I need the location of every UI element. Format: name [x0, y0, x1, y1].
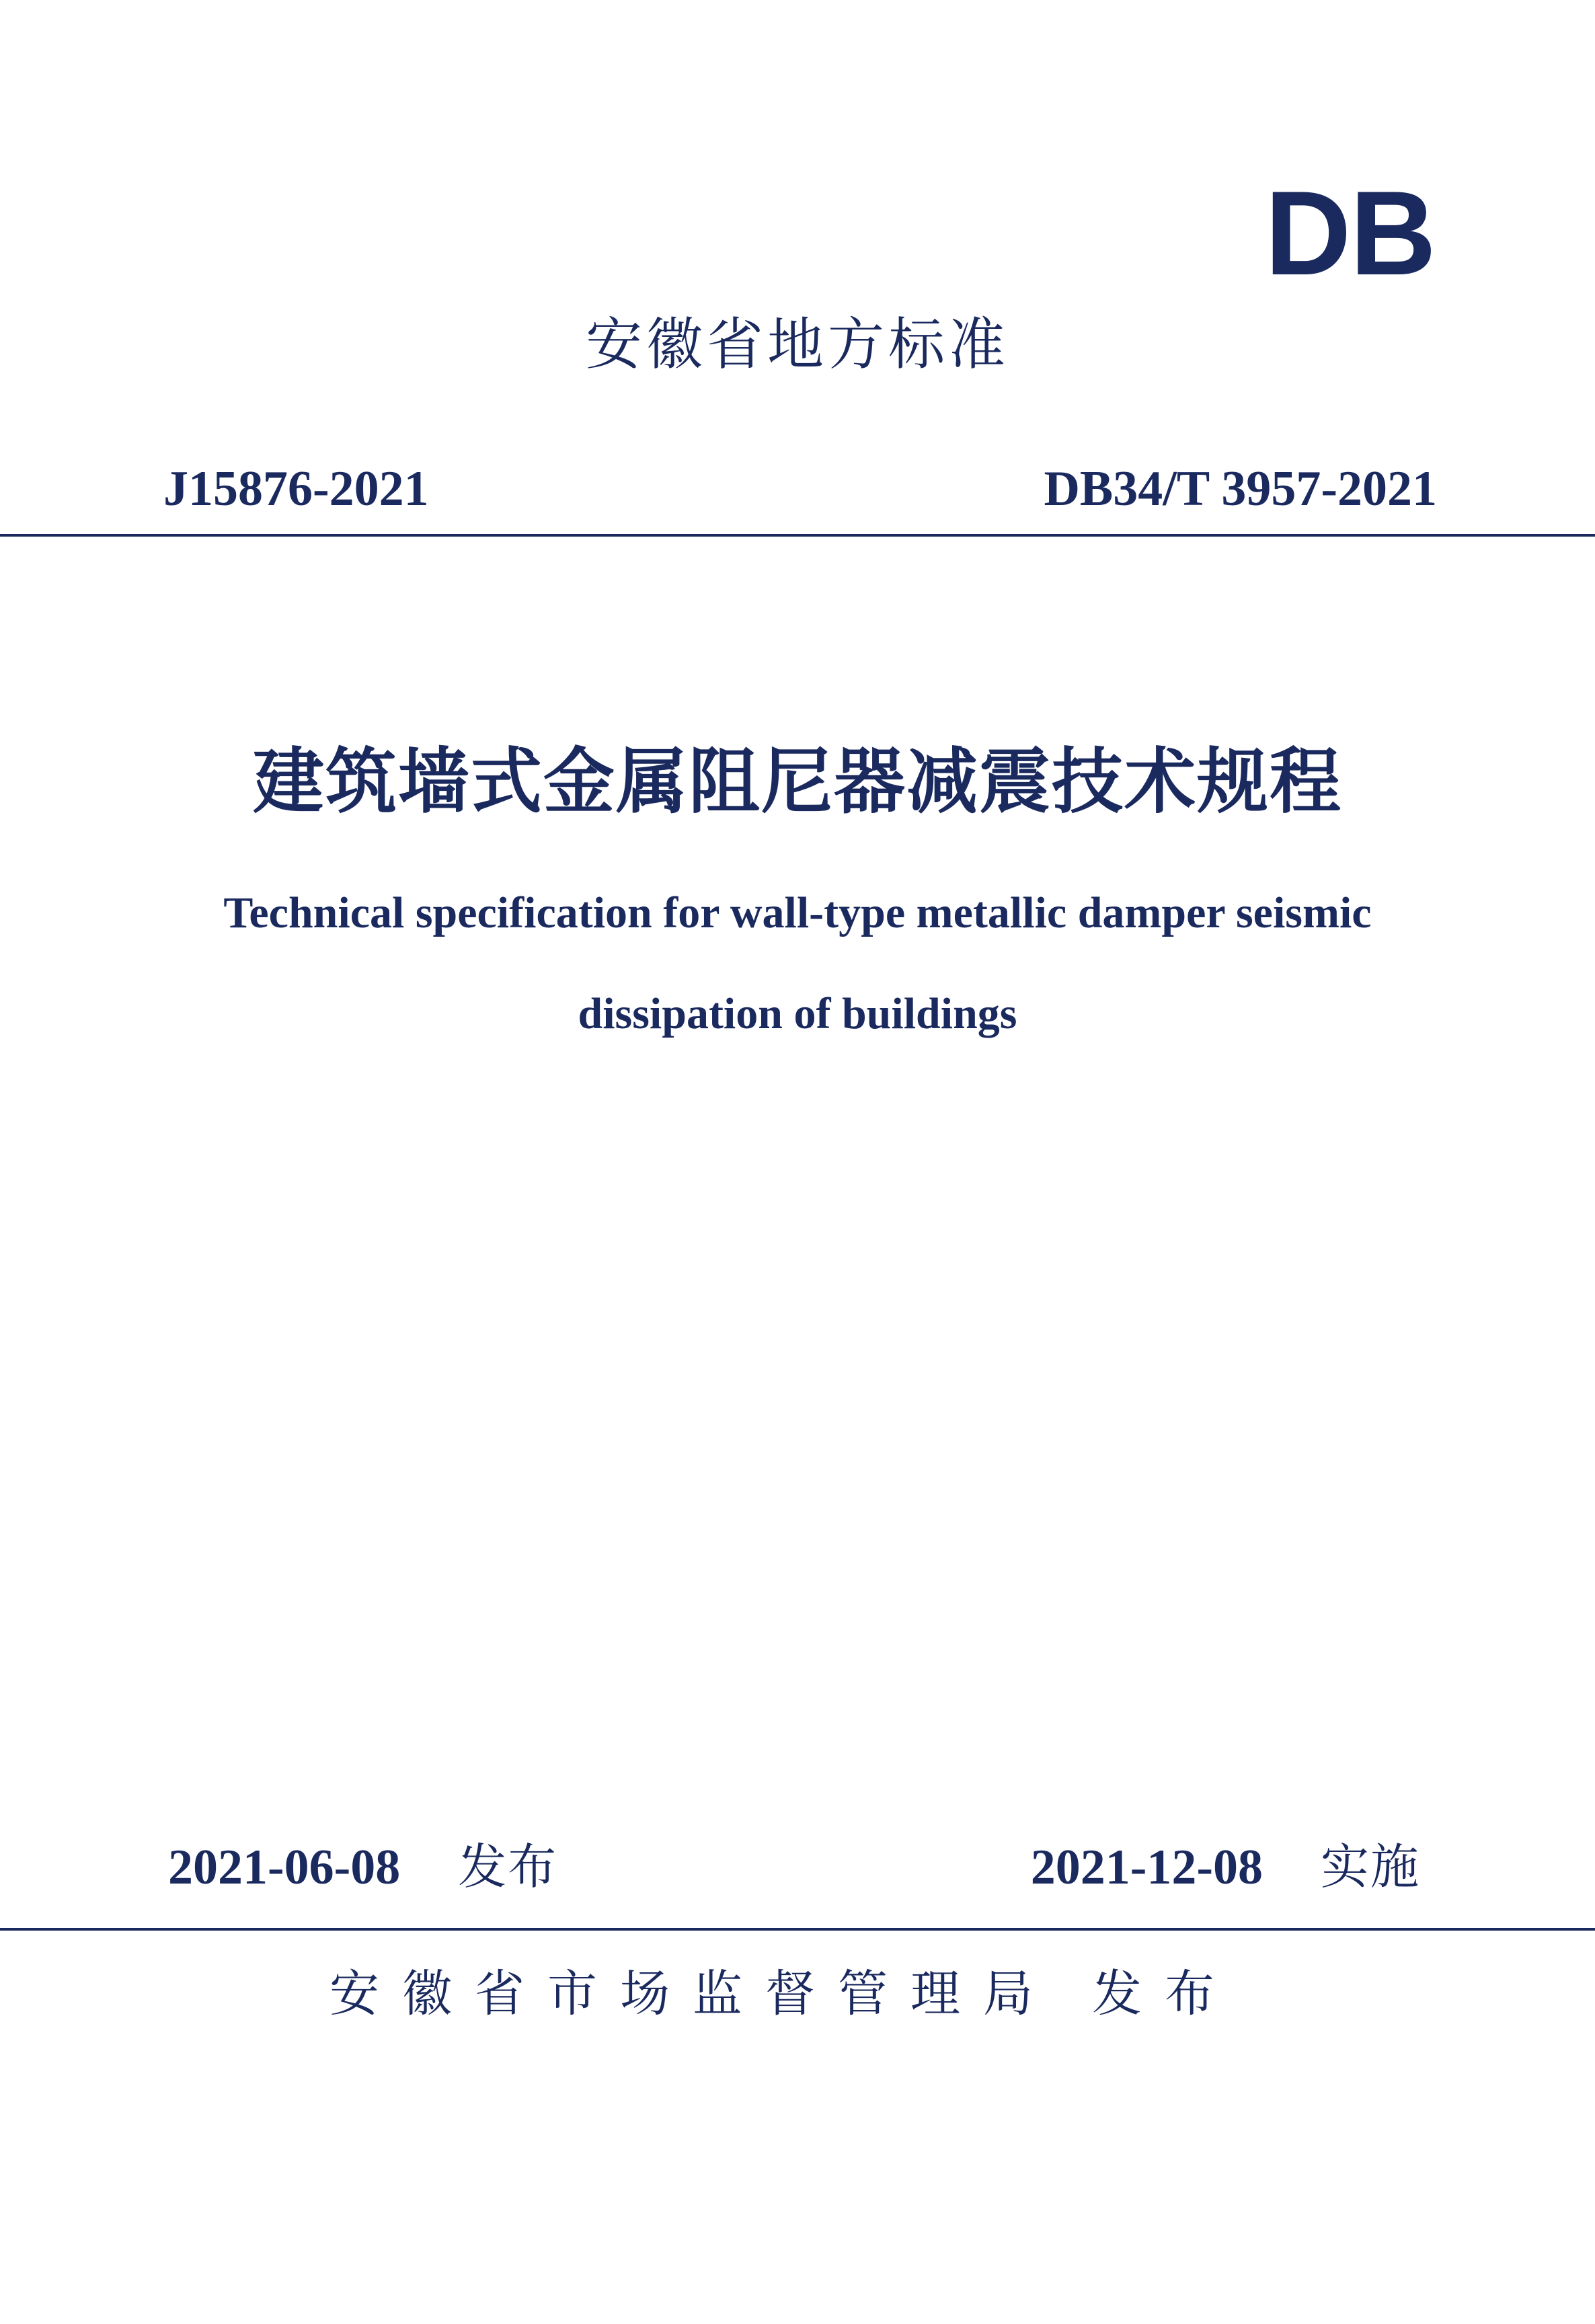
db-standard-mark: DB	[1264, 166, 1435, 300]
document-title-chinese: 建筑墙式金属阻尼器减震技术规程	[253, 740, 1342, 823]
document-title-english-line2: dissipation of buildings	[578, 989, 1017, 1038]
implement-date-block	[1030, 1838, 1420, 1895]
implement-date: 2021-12-08	[1030, 1840, 1263, 1895]
bottom-divider	[0, 1928, 1595, 1931]
publish-date: 2021-06-08	[168, 1840, 401, 1895]
publish-date-block	[168, 1838, 558, 1895]
publish-label: 发布	[458, 1838, 558, 1895]
document-title-english-line1: Technical specification for wall-type metallic damper seismic	[223, 888, 1372, 937]
issuer-line	[329, 1965, 1237, 2023]
record-number: J15876-2021	[163, 461, 429, 516]
implement-label: 实施	[1320, 1838, 1420, 1895]
standard-number: DB34/T 3957-2021	[1044, 461, 1437, 516]
issuer-suffix: 发布	[1092, 1965, 1237, 2023]
top-divider	[0, 534, 1595, 537]
standard-type: 安徽省地方标准	[585, 311, 1009, 377]
issuer-name: 安徽省市场监督管理局	[329, 1965, 1056, 2023]
